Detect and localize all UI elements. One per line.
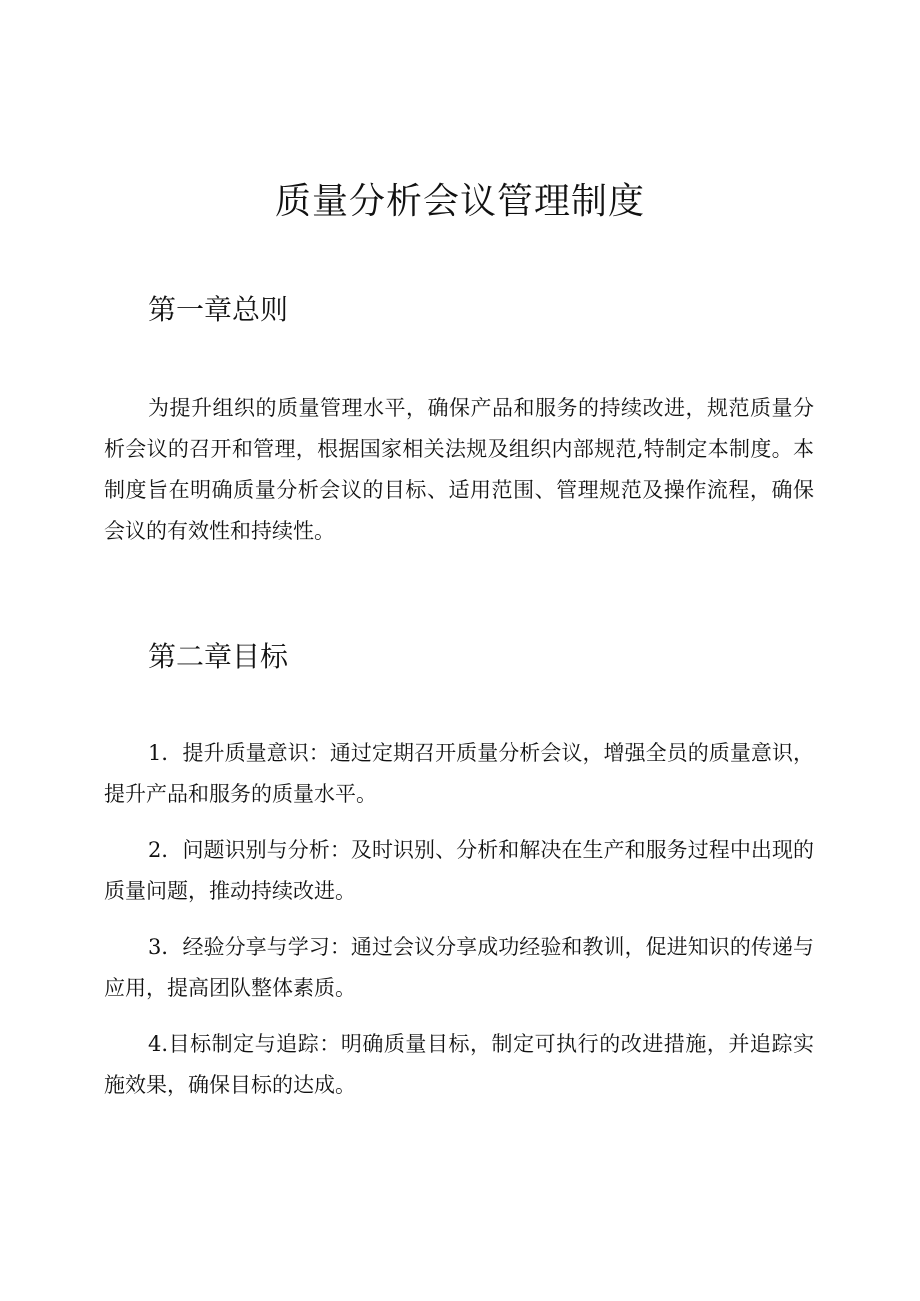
goal-item-1: 1．提升质量意识：通过定期召开质量分析会议，增强全员的质量意识，提升产品和服务的质量水平。: [104, 741, 814, 806]
document-title: 质量分析会议管理制度: [274, 181, 645, 222]
chapter-heading-goals: 第二章目标: [148, 640, 289, 673]
chapter-heading-general: 第一章总则: [148, 293, 289, 326]
general-paragraph: 为提升组织的质量管理水平，确保产品和服务的持续改进，规范质量分析会议的召开和管理，根据国家相关法规及组织内部规范,特制定本制度。本制度旨在明确质量分析会议的目标、适用范围、管理规范及操作流程，确保会议的有效性和持续性。: [104, 396, 814, 543]
goal-item-2: 2．问题识别与分析：及时识别、分析和解决在生产和服务过程中出现的质量问题，推动持续改进。: [104, 838, 814, 903]
goal-item-4: 4.目标制定与追踪：明确质量目标，制定可执行的改进措施，并追踪实施效果，确保目标的达成。: [104, 1032, 814, 1097]
goal-item-3: 3．经验分享与学习：通过会议分享成功经验和教训，促进知识的传递与应用，提高团队整体素质。: [104, 935, 814, 1000]
